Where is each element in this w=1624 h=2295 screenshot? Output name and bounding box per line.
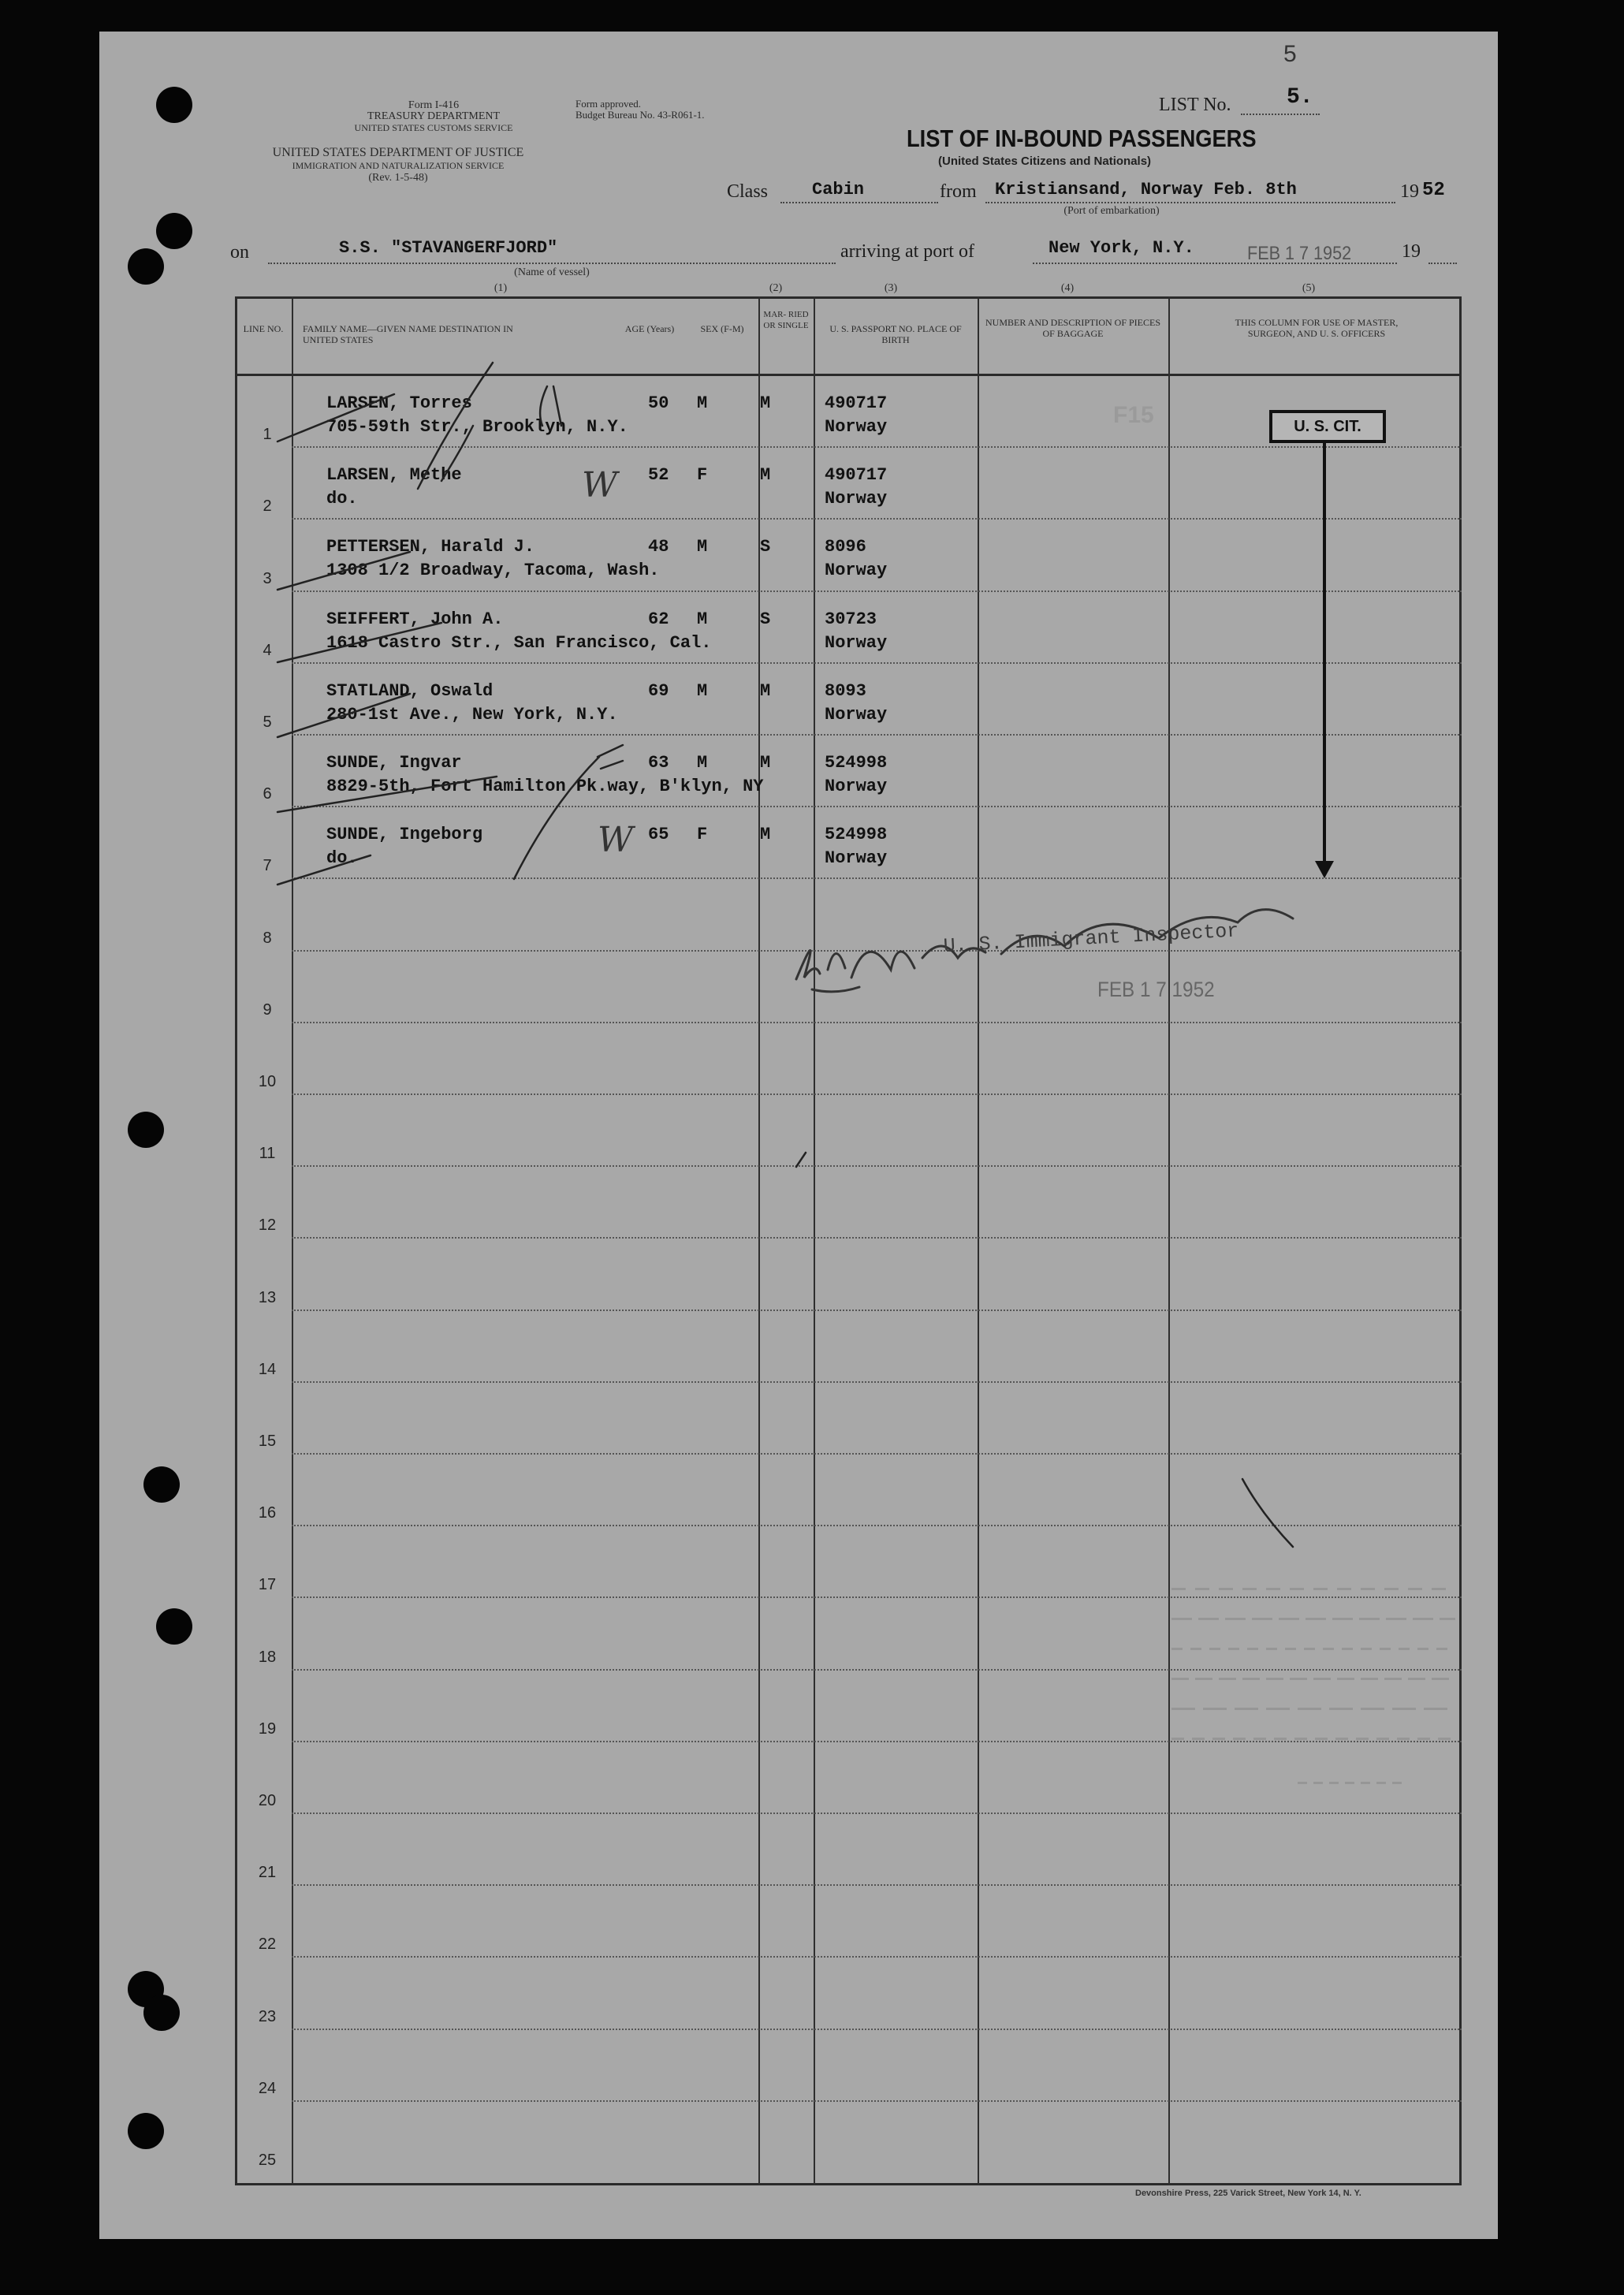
- place-of-birth: Norway: [825, 848, 888, 869]
- passenger-sex: M: [697, 537, 708, 557]
- line-number: 10: [258, 1073, 277, 1090]
- passenger-age: 65: [648, 825, 669, 845]
- row-divider: [292, 806, 1462, 807]
- header-age: AGE (Years): [624, 323, 675, 334]
- row-divider: [292, 734, 1462, 736]
- line-number: 23: [258, 2007, 277, 2025]
- passenger-marital-status: S: [760, 609, 771, 629]
- passenger-destination: 1618 Castro Str., San Francisco, Cal.: [326, 632, 712, 653]
- passport-number: 8096: [825, 537, 866, 557]
- passenger-name: SUNDE, Ingvar: [326, 753, 462, 773]
- row-divider: [292, 1453, 1462, 1455]
- us-citizen-stamp-text: U. S. CIT.: [1294, 418, 1361, 435]
- place-of-birth: Norway: [825, 632, 888, 653]
- handwritten-mark-w-2: W: [598, 820, 634, 860]
- passenger-name: SEIFFERT, John A.: [326, 609, 504, 629]
- line-number: 4: [263, 641, 272, 659]
- inspector-date-stamp: FEB 1 7 1952: [1097, 978, 1215, 1001]
- class-label: Class: [727, 181, 769, 202]
- line-number: 16: [258, 1504, 277, 1522]
- faint-baggage-mark: F15: [1113, 402, 1154, 428]
- row-divider: [292, 446, 1462, 448]
- passenger-marital-status: M: [760, 753, 771, 773]
- col-num-1: (1): [494, 282, 508, 294]
- passenger-age: 69: [648, 680, 669, 701]
- punch-hole: [143, 1995, 180, 2031]
- line-number: 8: [263, 929, 272, 947]
- passenger-destination: 705-59th Str., Brooklyn, N.Y.: [326, 417, 628, 437]
- passenger-destination: 1308 1/2 Broadway, Tacoma, Wash.: [326, 561, 660, 581]
- header-baggage: NUMBER AND DESCRIPTION OF PIECES OF BAGGAGE: [985, 317, 1161, 339]
- row-divider: [292, 662, 1462, 664]
- treasury-dept: TREASURY DEPARTMENT: [367, 110, 501, 122]
- line-number: 7: [263, 857, 272, 875]
- budget-bureau: Budget Bureau No. 43-R061-1.: [575, 109, 705, 121]
- passenger-name: LARSEN, Methe: [326, 465, 462, 486]
- punch-hole: [156, 87, 192, 123]
- passenger-name: PETTERSEN, Harald J.: [326, 537, 535, 557]
- passenger-sex: M: [697, 753, 708, 773]
- col-num-3: (3): [884, 282, 898, 294]
- class-value: Cabin: [812, 180, 865, 199]
- from-value: Kristiansand, Norway Feb. 8th: [995, 180, 1297, 199]
- list-no-value: 5.: [1287, 85, 1313, 110]
- place-of-birth: Norway: [825, 777, 888, 796]
- punch-hole: [128, 1112, 164, 1148]
- punch-hole: [128, 2113, 164, 2149]
- passenger-marital-status: M: [760, 825, 771, 845]
- row-divider: [292, 1022, 1462, 1023]
- passenger-destination: do.: [326, 489, 358, 509]
- line-number: 24: [258, 2079, 277, 2097]
- customs-service: UNITED STATES CUSTOMS SERVICE: [354, 122, 513, 133]
- year-prefix-2: 19: [1402, 241, 1421, 262]
- row-divider: [292, 2100, 1462, 2102]
- passenger-sex: F: [697, 465, 708, 486]
- line-number: 20: [258, 1792, 277, 1809]
- header-sex: SEX (F-M): [700, 323, 744, 334]
- row-divider: [292, 950, 1462, 952]
- passenger-name: LARSEN, Torres: [326, 393, 472, 413]
- passenger-age: 62: [648, 609, 669, 629]
- arrival-date-stamp: FEB 1 7 1952: [1247, 243, 1352, 264]
- row-divider: [292, 1381, 1462, 1383]
- vessel-caption: (Name of vessel): [514, 266, 590, 278]
- stamp-arrow-line: [1323, 443, 1326, 869]
- line-number: 12: [258, 1216, 277, 1235]
- punch-hole: [156, 213, 192, 249]
- us-citizen-stamp: [1269, 410, 1386, 443]
- line-number: 9: [263, 1000, 272, 1019]
- line-number: 5: [263, 713, 272, 731]
- vessel-name: S.S. "STAVANGERFJORD": [339, 238, 558, 258]
- passport-number: 30723: [825, 609, 877, 629]
- form-approved: Form approved.: [575, 98, 642, 110]
- passenger-marital-status: M: [760, 680, 771, 701]
- passport-number: 8093: [825, 680, 866, 701]
- passenger-sex: M: [697, 680, 708, 701]
- passenger-marital-status: S: [760, 537, 771, 557]
- punch-hole: [143, 1466, 180, 1503]
- header-name: FAMILY NAME—GIVEN NAME DESTINATION IN UNITED STATES: [303, 323, 513, 345]
- row-divider: [292, 2029, 1462, 2030]
- header-passport: U. S. PASSPORT NO. PLACE OF BIRTH: [829, 323, 962, 345]
- document-subtitle: (United States Citizens and Nationals): [938, 155, 1152, 168]
- line-number: 17: [258, 1576, 277, 1594]
- form-id: Form I-416: [408, 99, 460, 111]
- row-divider: [292, 1165, 1462, 1167]
- handwritten-mark-w-1: W: [582, 465, 618, 505]
- passenger-sex: F: [697, 825, 708, 845]
- arrival-port: New York, N.Y.: [1049, 238, 1194, 258]
- row-divider: [292, 1310, 1462, 1311]
- year-prefix-1: 19: [1400, 181, 1419, 202]
- passenger-age: 52: [648, 465, 669, 486]
- row-divider: [292, 877, 1462, 879]
- passenger-sex: M: [697, 393, 708, 413]
- punch-hole: [128, 248, 164, 285]
- port-of-embarkation-caption: (Port of embarkation): [1063, 205, 1160, 217]
- punch-hole: [156, 1608, 192, 1645]
- passenger-age: 63: [648, 753, 669, 773]
- passenger-marital-status: M: [760, 465, 771, 486]
- line-number: 25: [258, 2152, 277, 2169]
- passenger-sex: M: [697, 609, 708, 629]
- passenger-marital-status: M: [760, 393, 771, 413]
- row-divider: [292, 591, 1462, 592]
- line-number: 6: [263, 785, 272, 803]
- line-number: 18: [258, 1648, 277, 1666]
- header-line-no: LINE NO.: [243, 323, 284, 334]
- document-title: LIST OF IN-BOUND PASSENGERS: [907, 125, 1257, 152]
- col-num-2: (2): [769, 282, 783, 294]
- row-divider: [292, 1525, 1462, 1526]
- passport-number: 524998: [825, 753, 888, 773]
- stamp-arrow-head: [1315, 861, 1334, 878]
- line-number: 22: [258, 1935, 277, 1954]
- on-label: on: [230, 242, 249, 263]
- passenger-destination: do.: [326, 848, 358, 869]
- header-married: MAR- RIED OR SINGLE: [763, 310, 809, 330]
- col-num-5: (5): [1302, 282, 1316, 294]
- inspector-stamp: U. S. Immigrant Inspector: [943, 919, 1240, 958]
- col-num-4: (4): [1060, 282, 1075, 294]
- row-divider: [292, 1093, 1462, 1095]
- line-number: 14: [258, 1360, 277, 1378]
- line-number: 13: [258, 1288, 277, 1306]
- place-of-birth: Norway: [825, 561, 888, 581]
- line-number: 3: [263, 569, 272, 587]
- place-of-birth: Norway: [825, 489, 888, 509]
- passenger-name: SUNDE, Ingeborg: [326, 825, 483, 845]
- bleed-through-text: [1171, 1577, 1455, 1837]
- place-of-birth: Norway: [825, 704, 888, 725]
- from-label: from: [940, 181, 977, 202]
- doj-heading: UNITED STATES DEPARTMENT OF JUSTICE: [272, 146, 524, 159]
- list-no-label: LIST No.: [1159, 95, 1231, 115]
- printer-imprint: Devonshire Press, 225 Varick Street, New York 14, N. Y.: [1135, 2189, 1361, 2198]
- ins-heading: IMMIGRATION AND NATURALIZATION SERVICE: [292, 160, 505, 171]
- line-number: 2: [263, 497, 272, 516]
- line-number: 1: [263, 426, 272, 444]
- row-divider: [292, 1884, 1462, 1886]
- line-number: 19: [258, 1719, 277, 1738]
- line-number: 15: [258, 1433, 277, 1450]
- arriving-label: arriving at port of: [840, 241, 974, 262]
- row-divider: [292, 518, 1462, 520]
- place-of-birth: Norway: [825, 417, 888, 437]
- passport-number: 524998: [825, 825, 888, 845]
- passenger-age: 48: [648, 537, 669, 557]
- line-number: 21: [258, 1864, 277, 1882]
- row-divider: [292, 1237, 1462, 1239]
- passenger-name: STATLAND, Oswald: [326, 680, 494, 701]
- passport-number: 490717: [825, 393, 888, 413]
- line-number: 11: [259, 1145, 276, 1163]
- form-revision: (Rev. 1-5-48): [368, 172, 428, 184]
- passport-number: 490717: [825, 465, 888, 486]
- header-officers: THIS COLUMN FOR USE OF MASTER, SURGEON, AND U. S. OFFICERS: [1235, 317, 1399, 339]
- row-divider: [292, 1956, 1462, 1958]
- year-suffix-1: 52: [1422, 180, 1445, 201]
- corner-mark: 5: [1283, 41, 1297, 67]
- passenger-destination: 280-1st Ave., New York, N.Y.: [326, 704, 618, 725]
- passenger-age: 50: [648, 393, 669, 413]
- passenger-destination: 8829-5th, Fort Hamilton Pk.way, B'klyn, NY: [326, 777, 764, 796]
